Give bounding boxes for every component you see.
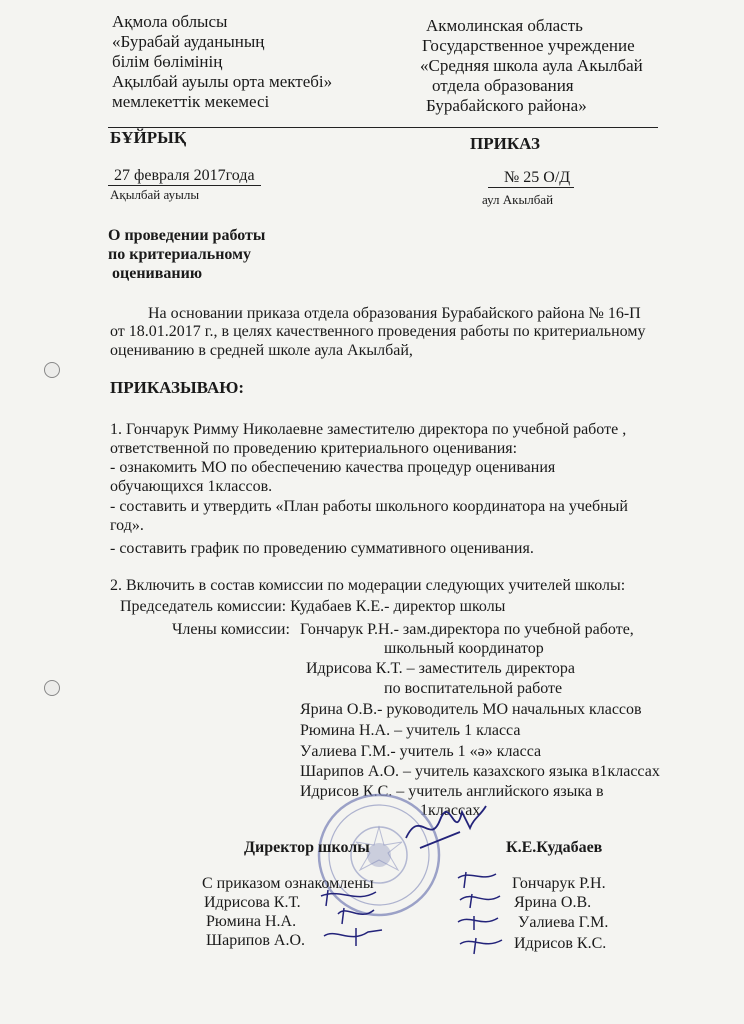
acquainted-right-name: Ярина О.В. — [514, 894, 592, 911]
order-title-ru: ПРИКАЗ — [470, 134, 540, 153]
header-right-line: отдела образования — [432, 76, 574, 95]
preamble-line: оцениванию в средней школе аула Акылбай, — [110, 342, 413, 359]
subject-line: оцениванию — [112, 265, 203, 282]
punch-hole-top — [44, 362, 60, 378]
header-left-line: білім бөлімінің — [112, 52, 223, 71]
director-role: Директор школы — [244, 839, 370, 856]
member-line: Рюмина Н.А. – учитель 1 класса — [300, 722, 521, 739]
header-divider — [108, 127, 658, 128]
order-number: № 25 О/Д — [488, 168, 574, 188]
item2-intro: 2. Включить в состав комиссии по модерации следующих учителей школы: — [110, 577, 626, 594]
acquainted-label: С приказом ознакомлены — [202, 875, 374, 892]
member-line: Гончарук Р.Н.- зам.директора по учебной работе, — [300, 621, 634, 638]
header-left-line: Ақылбай ауылы орта мектебі» — [112, 72, 333, 91]
acquainted-left-name: Идрисова К.Т. — [204, 894, 301, 911]
member-line: Уалиева Г.М.- учитель 1 «ә» класса — [300, 743, 542, 760]
order-place-ru: аул Акылбай — [482, 192, 554, 207]
item1-line: ответственной по проведению критериального оценивания: — [110, 440, 518, 457]
header-right-line: «Средняя школа аула Акылбай — [420, 56, 643, 75]
commission-chair: Председатель комиссии: Кудабаев К.Е.- директор школы — [120, 598, 506, 615]
header-left-line: Ақмола облысы — [112, 12, 228, 31]
item1-line: год». — [110, 517, 144, 534]
item1-line: - составить график по проведению суммативного оценивания. — [110, 540, 534, 557]
header-right-line: Государственное учреждение — [422, 36, 635, 55]
signature-scribbles-left-icon — [316, 884, 396, 954]
item1-line: 1. Гончарук Римму Николаевне заместителю директора по учебной работе , — [110, 421, 627, 438]
acquainted-left-name: Рюмина Н.А. — [206, 913, 297, 930]
header-left-line: «Бурабай ауданының — [112, 32, 265, 51]
item1-line: - составить и утвердить «План работы школьного координатора на учебный — [110, 498, 628, 515]
subject-line: О проведении работы — [108, 227, 266, 244]
item1-line: обучающихся 1классов. — [110, 478, 273, 495]
member-line: 1классах — [420, 802, 481, 819]
director-signature-icon — [400, 798, 490, 854]
member-line: школьный координатор — [384, 640, 544, 657]
item1-line: - ознакомить МО по обеспечению качества процедур оценивания — [110, 459, 556, 476]
subject-line: по критериальному — [108, 246, 252, 263]
acquainted-right-name: Уалиева Г.М. — [518, 914, 609, 931]
punch-hole-bottom — [44, 680, 60, 696]
header-right-line: Бурабайского района» — [426, 96, 587, 115]
members-label: Члены комиссии: — [172, 621, 290, 638]
acquainted-left-name: Шарипов А.О. — [206, 932, 306, 949]
member-line: по воспитательной работе — [384, 680, 563, 697]
order-date: 27 февраля 2017года — [108, 166, 261, 186]
acquainted-right-name: Идрисов К.С. — [514, 935, 607, 952]
header-right-line: Акмолинская область — [426, 16, 583, 35]
preamble-line: На основании приказа отдела образования Бурабайского района № 16-П — [148, 305, 641, 322]
signature-scribbles-right-icon — [452, 868, 516, 958]
member-line: Ярина О.В.- руководитель МО начальных классов — [300, 701, 642, 718]
order-title-kz: БҰЙРЫҚ — [110, 128, 187, 147]
member-line: Идрисова К.Т. – заместитель директора — [306, 660, 575, 677]
command-heading: ПРИКАЗЫВАЮ: — [110, 378, 245, 397]
acquainted-right-name: Гончарук Р.Н. — [512, 875, 606, 892]
member-line: Шарипов А.О. – учитель казахского языка в1классах — [300, 763, 660, 780]
order-place-kz: Ақылбай ауылы — [110, 187, 200, 202]
header-left-line: мемлекеттік мекемесі — [112, 92, 270, 111]
director-name: К.Е.Кудабаев — [506, 839, 603, 856]
preamble-line: от 18.01.2017 г., в целях качественного проведения работы по критериальному — [110, 323, 646, 340]
member-line: Идрисов К.С. – учитель английского языка в — [300, 783, 604, 800]
